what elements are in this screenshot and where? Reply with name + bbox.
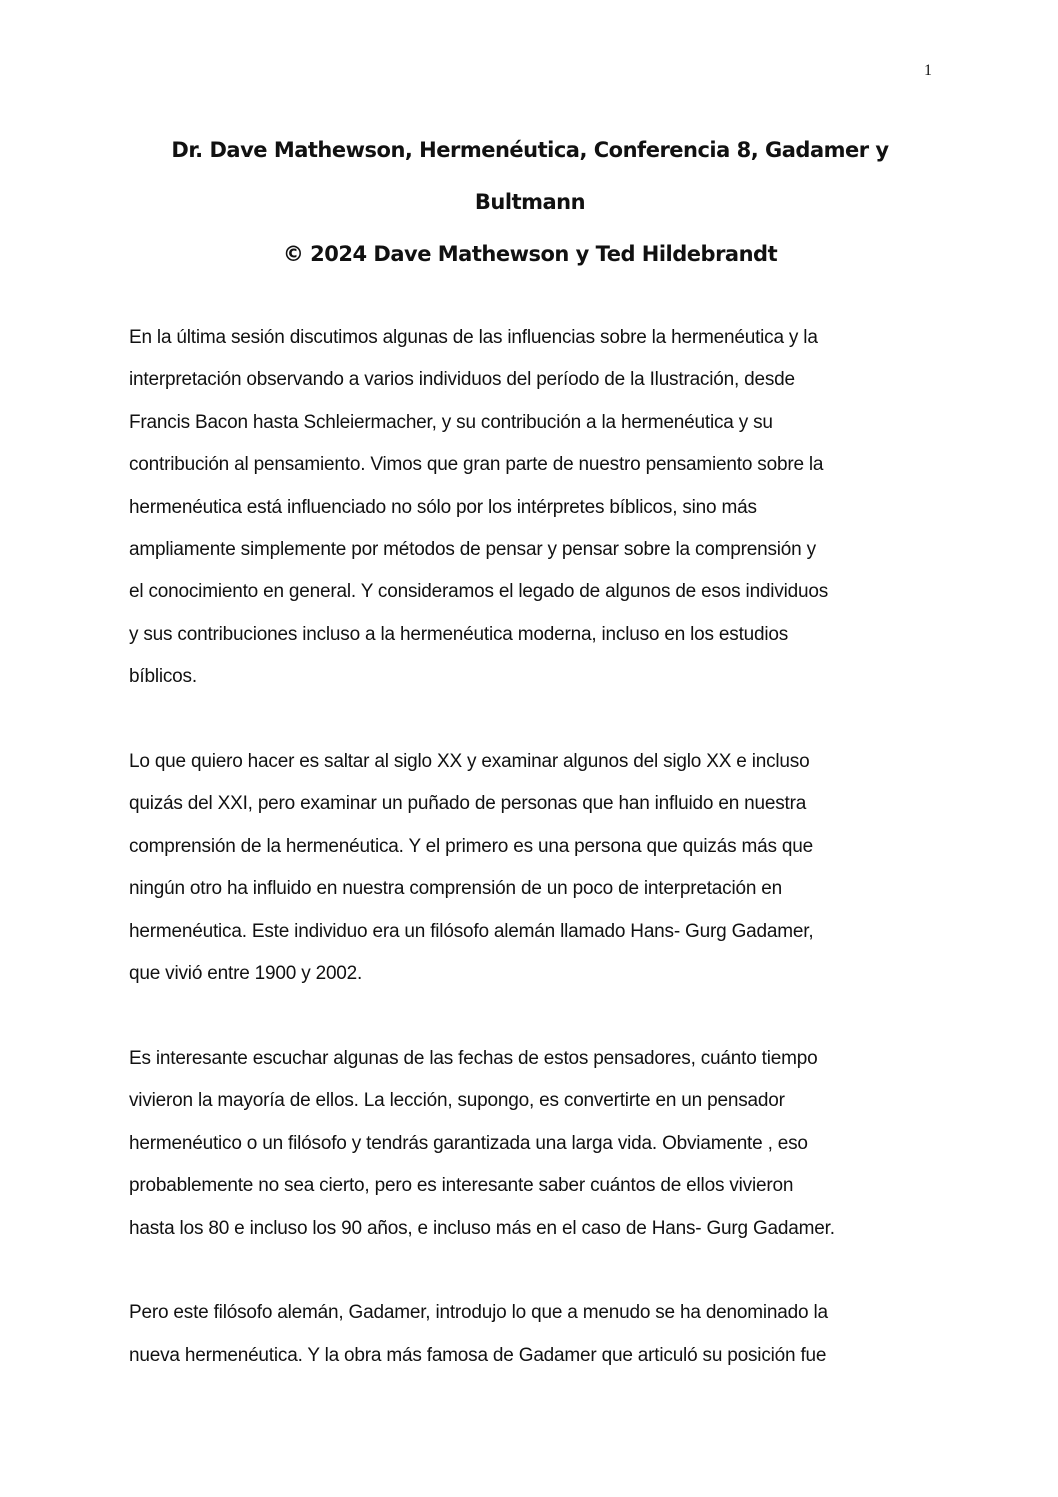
text-line: contribución al pensamiento. Vimos que gran parte de nuestro pensamiento sobre la [129, 454, 824, 476]
text-line: Pero este filósofo alemán, Gadamer, introdujo lo que a menudo se ha denominado la [129, 1302, 828, 1324]
text-line: Francis Bacon hasta Schleiermacher, y su contribución a la hermenéutica y su [129, 411, 773, 433]
document-title [110, 124, 950, 280]
title-line-2: Bultmann [474, 190, 586, 214]
text-line: que vivió entre 1900 y 2002. [129, 963, 363, 985]
paragraph-4 [129, 1292, 935, 1377]
text-line: nueva hermenéutica. Y la obra más famosa de Gadamer que articuló su posición fue [129, 1344, 827, 1366]
text-line: quizás del XXI, pero examinar un puñado de personas que han influido en nuestra [129, 793, 807, 815]
text-line: En la última sesión discutimos algunas de las influencias sobre la hermenéutica y la [129, 327, 818, 348]
text-line: hermenéutica está influenciado no sólo por los intérpretes bíblicos, sino más [129, 496, 757, 518]
text-line: comprensión de la hermenéutica. Y el primero es una persona que quizás más que [129, 835, 813, 857]
paragraph-1 [129, 317, 935, 699]
document-body [129, 317, 935, 1420]
text-line: y sus contribuciones incluso a la hermenéutica moderna, incluso en los estudios [129, 623, 789, 645]
paragraph-3 [129, 1038, 935, 1250]
title-line-1: Dr. Dave Mathewson, Hermenéutica, Conferencia 8, Gadamer y [171, 138, 889, 162]
text-line: interpretación observando a varios individuos del período de la Ilustración, desde [129, 369, 795, 391]
text-line: Lo que quiero hacer es saltar al siglo XX y examinar algunos del siglo XX e incluso [129, 751, 810, 773]
text-line: vivieron la mayoría de ellos. La lección, supongo, es convertirte en un pensador [129, 1090, 785, 1112]
text-line: ampliamente simplemente por métodos de pensar y pensar sobre la comprensión y [129, 539, 816, 561]
page-number: 1 [924, 62, 932, 79]
text-line: Es interesante escuchar algunas de las fechas de estos pensadores, cuánto tiempo [129, 1047, 818, 1069]
copyright-line: © 2024 Dave Mathewson y Ted Hildebrandt [282, 242, 778, 266]
text-line: hermenéutico o un filósofo y tendrás garantizada una larga vida. Obviamente , eso [129, 1132, 808, 1154]
text-line: el conocimiento en general. Y consideramos el legado de algunos de esos individuos [129, 581, 829, 603]
text-line: bíblicos. [129, 666, 197, 688]
text-line: hasta los 80 e incluso los 90 años, e incluso más en el caso de Hans- Gurg Gadamer. [129, 1217, 835, 1239]
text-line: probablemente no sea cierto, pero es interesante saber cuántos de ellos vivieron [129, 1175, 794, 1197]
text-line: hermenéutica. Este individuo era un filósofo alemán llamado Hans- Gurg Gadamer, [129, 920, 814, 942]
paragraph-2 [129, 741, 935, 995]
text-line: ningún otro ha influido en nuestra comprensión de un poco de interpretación en [129, 878, 783, 900]
